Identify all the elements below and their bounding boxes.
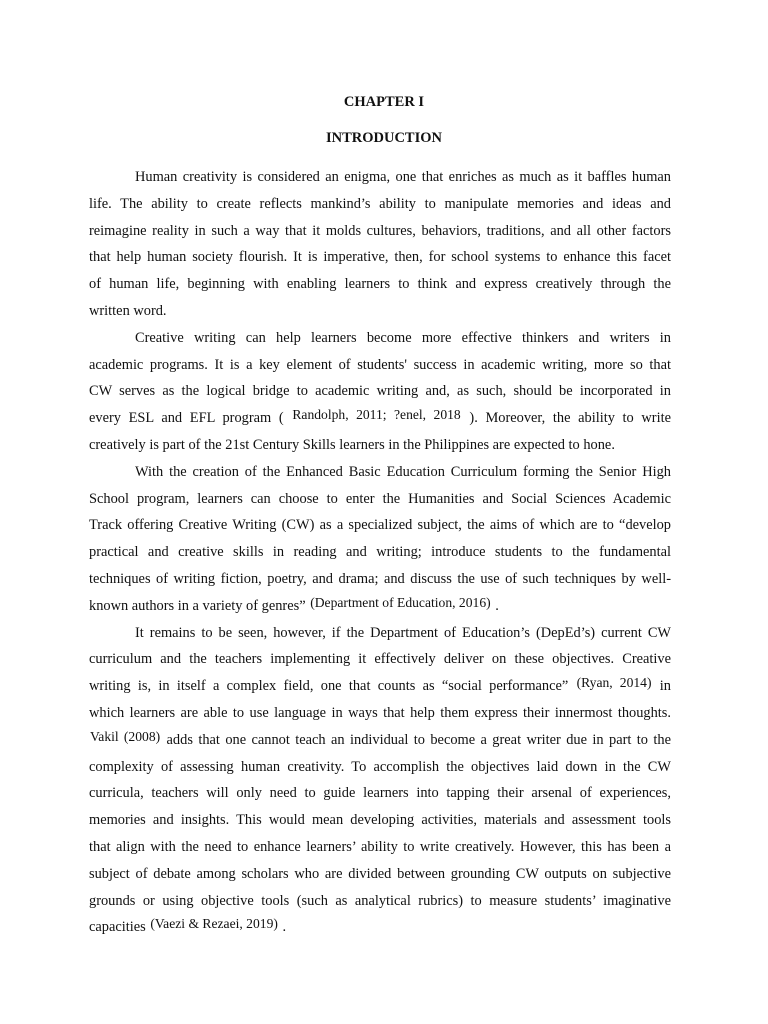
- paragraph-line: Track offering Creative Writing (CW) as a specialized subject, the aims of which are to “develop: [89, 517, 671, 534]
- body-text: [89, 164, 671, 941]
- paragraph-line: that align with the need to enhance learners’ ability to write creatively. However, this has been a: [89, 838, 671, 855]
- paragraph-line: subject of debate among scholars who are divided between grounding CW outputs on subjective: [89, 865, 671, 882]
- paragraph-line: With the creation of the Enhanced Basic Education Curriculum forming the Senior High: [135, 463, 671, 480]
- paragraph-line: Human creativity is considered an enigma, one that enriches as much as it baffles human: [135, 169, 671, 185]
- paragraph-line: written word.: [89, 302, 167, 319]
- paragraph-line: grounds or using objective tools (such as analytical rubrics) to measure students’ imaginative: [89, 892, 671, 909]
- line-text: every ESL and EFL program (: [89, 410, 292, 427]
- line-text: adds that one cannot teach an individual to become a great writer due in part to the: [161, 731, 671, 748]
- paragraph-line: curricula, teachers will only need to guide learners into tapping their arsenal of experiences,: [89, 785, 671, 802]
- line-text: capacities: [89, 919, 150, 936]
- citation: (Ryan, 2014): [576, 675, 652, 691]
- line-text: writing is, in itself a complex field, one that counts as “social performance”: [89, 678, 576, 695]
- paragraph-line: creatively is part of the 21st Century Skills learners in the Philippines are expected to hone.: [89, 436, 615, 453]
- paragraph-line: [89, 727, 671, 754]
- paragraph-line: complexity of assessing human creativity. To accomplish the objectives laid down in the CW: [89, 758, 671, 775]
- paragraph-line: of human life, beginning with enabling learners to think and express creatively through the: [89, 276, 671, 293]
- chapter-title: CHAPTER I: [343, 94, 425, 110]
- paragraph-line: It remains to be seen, however, if the Department of Education’s (DepEd’s) current CW: [135, 624, 671, 641]
- paragraph-line: [89, 673, 671, 700]
- citation: Randolph, 2011; ?enel, 2018: [292, 407, 461, 423]
- paragraph-line: academic programs. It is a key element of students' success in academic writing, more so that: [89, 356, 671, 373]
- paragraph-line: [89, 914, 671, 941]
- line-text: ). Moreover, the ability to write: [461, 410, 671, 427]
- citation: (Department of Education, 2016): [310, 594, 491, 610]
- paragraph-line: curriculum and the teachers implementing it effectively deliver on these objectives. Creative: [89, 651, 671, 668]
- paragraph-line: practical and creative skills in reading and writing; introduce students to the fundamental: [89, 544, 671, 561]
- paragraph-line: life. The ability to create reflects mankind’s ability to manipulate memories and ideas and: [89, 195, 671, 212]
- paragraph-line: memories and insights. This would mean developing activities, materials and assessment tools: [89, 812, 671, 829]
- paragraph-line: [89, 405, 671, 432]
- line-text: .: [491, 597, 499, 614]
- paragraph-line: reimagine reality in such a way that it molds cultures, behaviors, traditions, and all other factors: [89, 222, 671, 239]
- line-text: .: [278, 919, 287, 936]
- paragraph-line: [89, 593, 671, 620]
- paragraph-line: CW serves as the logical bridge to academic writing and, as such, should be incorporated in: [89, 383, 671, 400]
- line-text: known authors in a variety of genres”: [89, 597, 310, 614]
- paragraph-line: School program, learners can choose to enter the Humanities and Social Sciences Academic: [89, 490, 671, 507]
- section-title: INTRODUCTION: [325, 130, 442, 146]
- paragraph-line: techniques of writing fiction, poetry, and drama; and discuss the use of such techniques by well-: [89, 570, 671, 587]
- paragraph-line: that help human society flourish. It is imperative, then, for school systems to enhance this facet: [89, 249, 671, 266]
- citation: Vakil (2008): [90, 728, 161, 744]
- paragraph-line: Creative writing can help learners become more effective thinkers and writers in: [135, 329, 671, 346]
- line-text: in: [652, 678, 671, 695]
- paragraph-line: which learners are able to use language in ways that help them express their innermost thoughts.: [89, 704, 671, 721]
- citation: (Vaezi & Rezaei, 2019): [150, 916, 278, 932]
